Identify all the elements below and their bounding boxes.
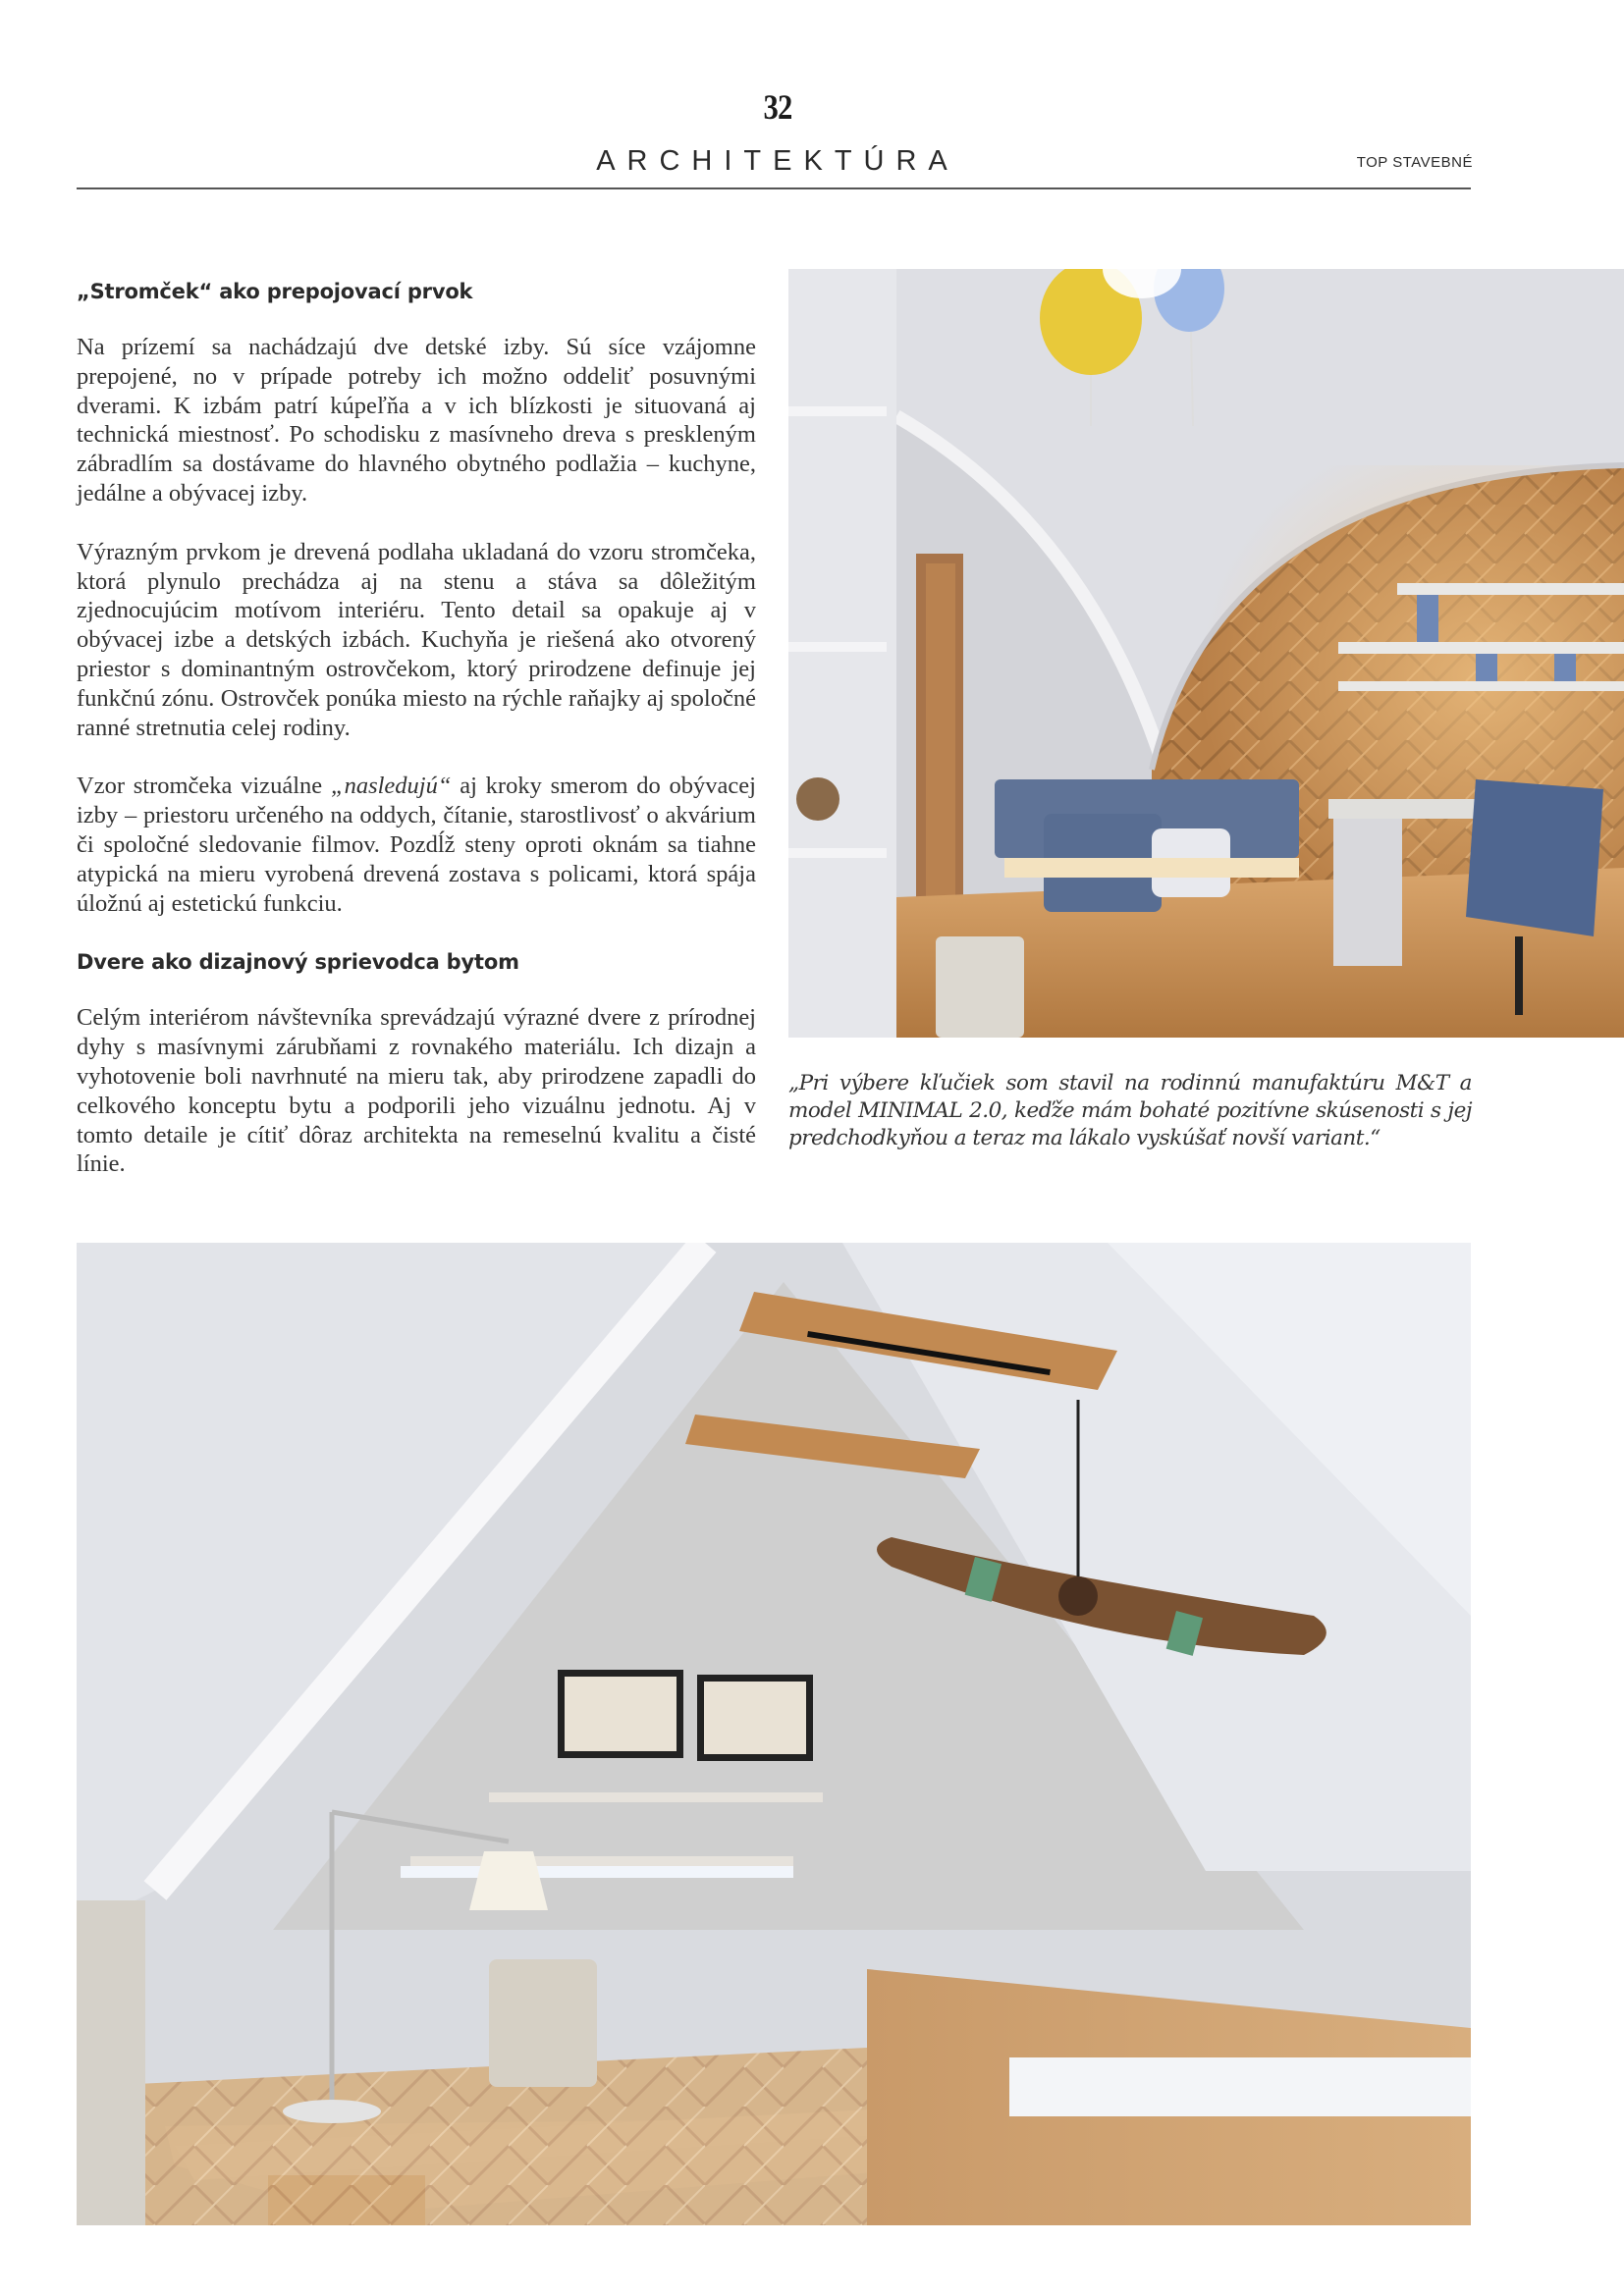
publication-name: TOP STAVEBNÉ [1356,154,1473,171]
article-subhead: Dvere ako dizajnový sprievodca bytom [77,950,519,975]
article-paragraph: Celým interiérom návštevníka sprevádzajú výrazné dvere z prírodnej dyhy s masívnymi zárubňami z rovnakého materiálu. Ich dizajn a vyhotovenie boli navrhnuté na mieru tak, aby prirodzene zapadli do celkového konceptu bytu a podporili jeho vizuálnu jednotu. Aj v tomto detaile je cítiť dôraz architekta na remeselnú kvalitu a čisté línie. [77,1004,756,1178]
emphasized-quote: „nasledujú“ [330,773,452,800]
office-chair-icon [489,1959,597,2087]
section-title: ARCHITEKTÚRA [596,145,959,177]
article-paragraph [77,772,756,918]
article-paragraph: Výrazným prvkom je drevená podlaha ukladaná do vzoru stromčeka, ktorá plynulo prechádza aj na stenu a stáva sa dôležitým zjednocujúcim motívom interiéru. Tento detail sa opakuje aj v obývacej izbe a detských izbách. Kuchyňa je riešená ako otvorený priestor s dominantným ostrovčekom, ktorý prirodzene definuje jej funkčnú zónu. Ostrovček ponúka miesto na rýchle raňajky aj spoločné ranné stretnutia celej rodiny. [77,538,756,741]
paragraph-text: aj kroky smerom do obývacej izby – priestoru určeného na oddych, čítanie, starostlivosť o akvárium či spoločné sledovanie filmov. Pozdĺž steny oproti oknám sa tiahne atypická na mieru vyrobená drevená zostava s policami, ktorá spája úložnú aj estetickú funkciu. [77,773,756,917]
page-number: 32 [763,87,792,127]
article-paragraph: Na prízemí sa nachádzajú dve detské izby. Sú síce vzájomne prepojené, no v prípade potreby ich možno oddeliť posuvnými dverami. K izbám patrí kúpeľňa a v ich blízkosti je situovaná aj technická miestnosť. Po schodisku z masívneho dreva s preskleným zábradlím sa dostávame do hlavného obytného podlažia – kuchyne, jedálne a obývacej izby. [77,334,756,507]
photo-attic-study [77,1243,1471,2225]
attic-study-illustration [77,1243,1471,2225]
photo-childrens-room [788,269,1624,1038]
photo-caption-quote: „Pri výbere kľučiek som stavil na rodinnú manufaktúru M&T a model MINIMAL 2.0, keďže mám bohaté pozitívne skúsenosti s jej predchodkyňou a teraz ma lákalo vyskúšať novší variant.“ [788,1071,1472,1150]
article-subhead: „Stromček“ ako prepojovací prvok [77,280,473,303]
paragraph-text: Vzor stromčeka vizuálne [77,773,331,800]
teddy-bear-icon [796,777,839,821]
article-body [77,277,756,1208]
childrens-room-illustration [788,269,1624,1038]
header-divider [77,187,1471,189]
